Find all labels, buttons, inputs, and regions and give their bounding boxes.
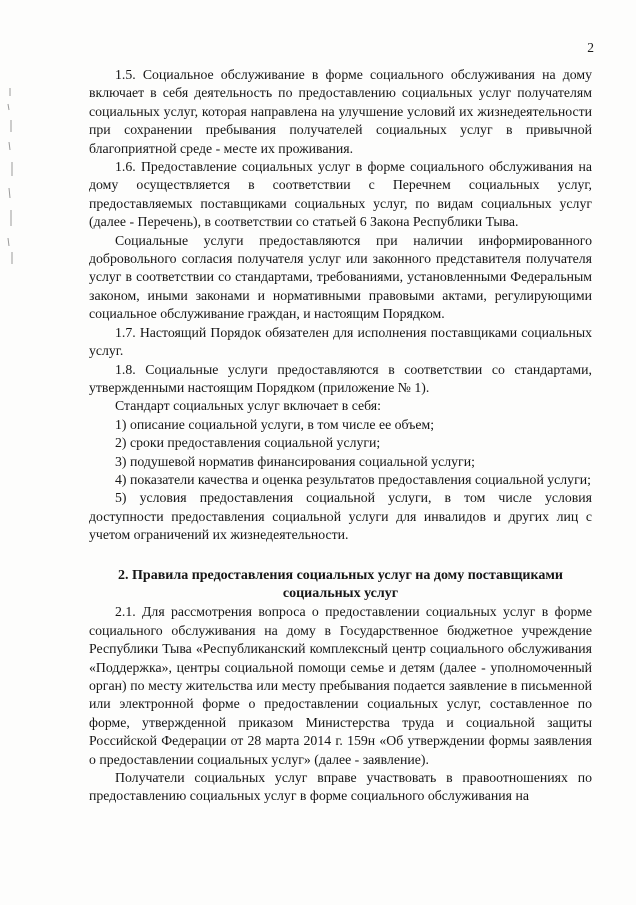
page-number: 2 <box>587 40 594 55</box>
list-item-2: 2) сроки предоставления социальной услуги; <box>115 435 381 451</box>
list-item-5: 5) условия предоставления социальной услуги, в том числе условия доступности предоставления социальной услуги для инвалидов и других лиц с учетом ограничений их жизнедеятельности. <box>89 490 592 543</box>
paragraph-2-1: 2.1. Для рассмотрения вопроса о предоставлении социальных услуг в форме социального обслуживания на дому в Государственное бюджетное учреждение Республики Тыва «Республиканский комплексный центр социального обслуживания «Поддержка», центры социальной помощи семье и детям (далее - уполномоченный орган) по месту жительства или месту пребывания подается заявление в письменной или электронной форме о предоставлении социальных услуг, составленное по форме, утвержденной приказом Министерства труда и социальной защиты Российской Федерации от 28 марта 2014 г. 159н «Об утверждении формы заявления о предоставлении социальных услуг» (далее - заявление). <box>89 604 592 767</box>
paragraph-recipients: Получатели социальных услуг вправе участвовать в правоотношениях по предоставлению социальных услуг в форме социального обслуживания на <box>89 770 592 804</box>
section-heading-line-1: 2. Правила предоставления социальных услуг на дому поставщиками <box>118 567 563 583</box>
list-item-1: 1) описание социальной услуги, в том числе ее объем; <box>115 416 435 432</box>
paragraph-1-7: 1.7. Настоящий Порядок обязателен для исполнения поставщиками социальных услуг. <box>89 324 592 359</box>
list-item-3: 3) подушевой норматив финансирования социальной услуги; <box>115 453 475 469</box>
document-body <box>89 66 592 806</box>
paragraph-1-6: 1.6. Предоставление социальных услуг в форме социального обслуживания на дому осуществляется в соответствии с Перечнем социальных услуг, предоставляемых поставщиками социальных услуг, по видам социальных услуг (далее - Перечень), в соответствии со статьей 6 Закона Республики Тыва. <box>89 159 592 230</box>
section-heading-line-2: социальных услуг <box>282 585 399 601</box>
binding-edge-marks <box>4 80 18 270</box>
paragraph-1-8: 1.8. Социальные услуги предоставляются в соответствии со стандартами, утвержденными настоящим Порядком (приложение № 1). <box>89 361 592 395</box>
list-item-4: 4) показатели качества и оценка результатов предоставления социальной услуги; <box>115 471 591 487</box>
section-heading <box>89 567 592 604</box>
paragraph-standard-intro: Стандарт социальных услуг включает в себя: <box>115 398 381 414</box>
paragraph-1-5: 1.5. Социальное обслуживание в форме социального обслуживания на дому включает в себя деятельность по предоставлению социальных услуг получателям социальных услуг, которая направлена на улучшение условий их жизнедеятельности при сохранении пребывания получателей социальных услуг в привычной благоприятной среде - месте их проживания. <box>89 67 592 156</box>
paragraph-consent: Социальные услуги предоставляются при наличии информированного добровольного согласия получателя услуг или законного представителя получателя услуг в соответствии со стандартами, требованиями, установленными Федеральным законом, иными законами и нормативными правовыми актами, регулирующими социальное обслуживание граждан, и настоящим Порядком. <box>89 232 592 322</box>
